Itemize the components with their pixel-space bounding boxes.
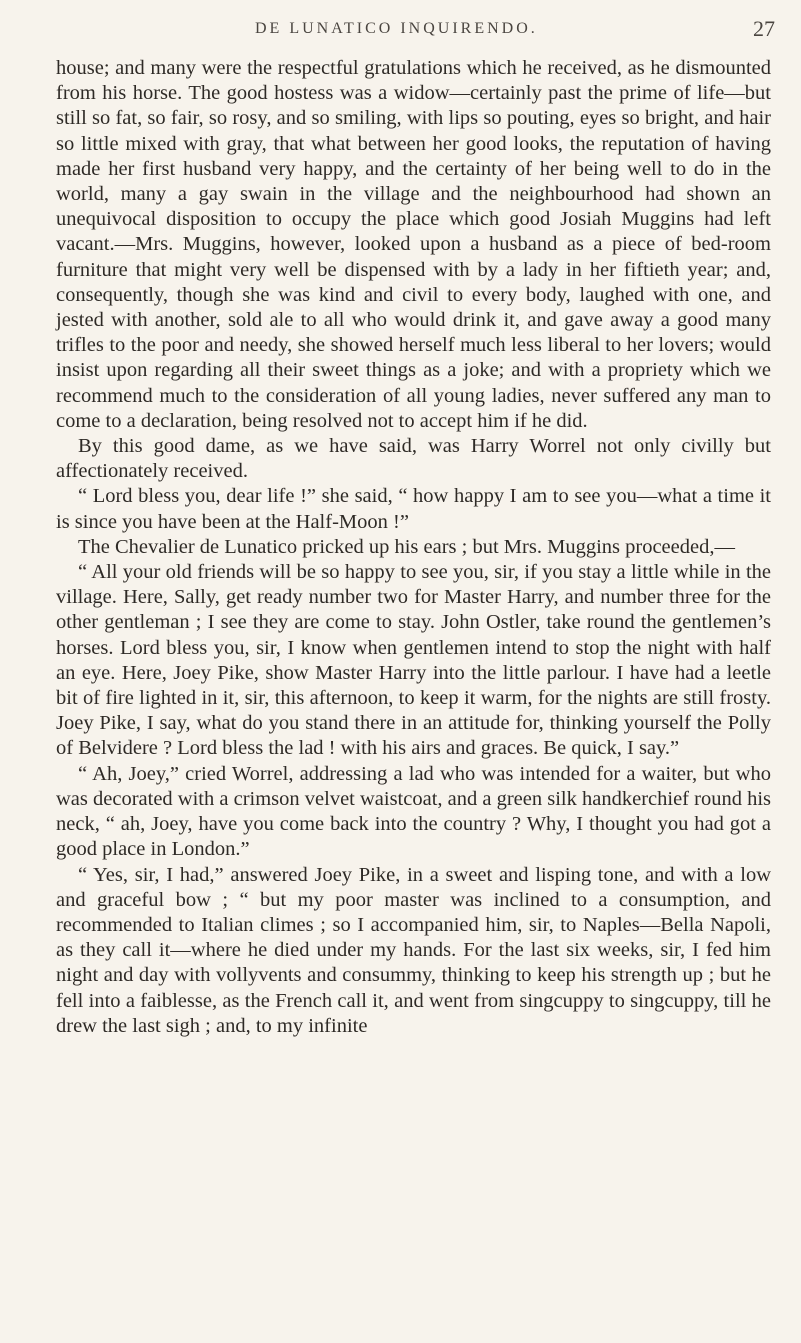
paragraph: “ Ah, Joey,” cried Worrel, addressing a lad who was intended for a waiter, but who was decorated with a crimson velvet waistcoat, and a green silk handkerchief round his neck, “ ah, Joey, have you come back into the country ? Why, I thought you had got a good place in London.” bbox=[56, 762, 771, 861]
running-title: DE LUNATICO INQUIRENDO. bbox=[255, 20, 538, 37]
paragraph: “ Yes, sir, I had,” answered Joey Pike, in a sweet and lisping tone, and with a low and graceful bow ; “ but my poor master was inclined to a consumption, and recommended to Italian climes ; so I accompanied him, sir, to Naples—Bella Napoli, as they call it—where he died under my hands. For the last six weeks, sir, I fed him night and day with vollyvents and consummy, thinking to keep his strength up ; but he fell into a faiblesse, as the French call it, and went from singcuppy to singcuppy, till he drew the last sigh ; and, to my infinite bbox=[56, 863, 771, 1037]
page-number: 27 bbox=[753, 16, 775, 41]
paragraph: “ Lord bless you, dear life !” she said, “ how happy I am to see you—what a time it is since you have been at the Half-Moon !” bbox=[56, 485, 771, 533]
paragraph: house; and many were the respectful gratulations which he received, as he dismounted from his horse. The good hostess was a widow—certainly past the prime of life—but still so fat, so fair, so rosy, and so smiling, with lips so pouting, eyes so bright, and hair so little mixed with gray, that what between her good looks, the reputation of having made her first husband very happy, and the certainty of her being well to do in the world, many a gay swain in the village and the neighbourhood had shown an unequivocal disposition to occupy the place which good Josiah Muggins had left vacant.—Mrs. Muggins, however, looked upon a husband as a piece of bed-room furniture that might very well be dispensed with by a lady in her fiftieth year; and, consequently, though she was kind and civil to every body, laughed with one, and jested with another, sold ale to all who would drink it, and gave away a good many trifles to the poor and needy, she showed herself much less liberal to her lovers; would insist upon regarding all their sweet things as a joke; and with a propriety which we recommend much to the consideration of all young ladies, never suffered any man to come to a declaration, being resolved not to accept him if he did. bbox=[56, 57, 771, 432]
paragraph: The Chevalier de Lunatico pricked up his ears ; but Mrs. Muggins proceeded,— bbox=[78, 535, 735, 558]
paragraph: By this good dame, as we have said, was Harry Worrel not only civilly but affectionately received. bbox=[56, 435, 771, 483]
body-text bbox=[56, 56, 771, 1039]
running-head bbox=[255, 16, 775, 40]
paragraph: “ All your old friends will be so happy to see you, sir, if you stay a little while in the village. Here, Sally, get ready number two for Master Harry, and number three for the other gentleman ; I see they are come to stay. John Ostler, take round the gentlemen’s horses. Lord bless you, sir, I know when gentlemen intend to stop the night with half an eye. Here, Joey Pike, show Master Harry into the little parlour. I have had a leetle bit of fire lighted in it, sir, this afternoon, to keep it warm, for the nights are still frosty. Joey Pike, I say, what do you stand there in an attitude for, thinking yourself the Polly of Belvidere ? Lord bless the lad ! with his airs and graces. Be quick, I say.” bbox=[56, 561, 771, 760]
